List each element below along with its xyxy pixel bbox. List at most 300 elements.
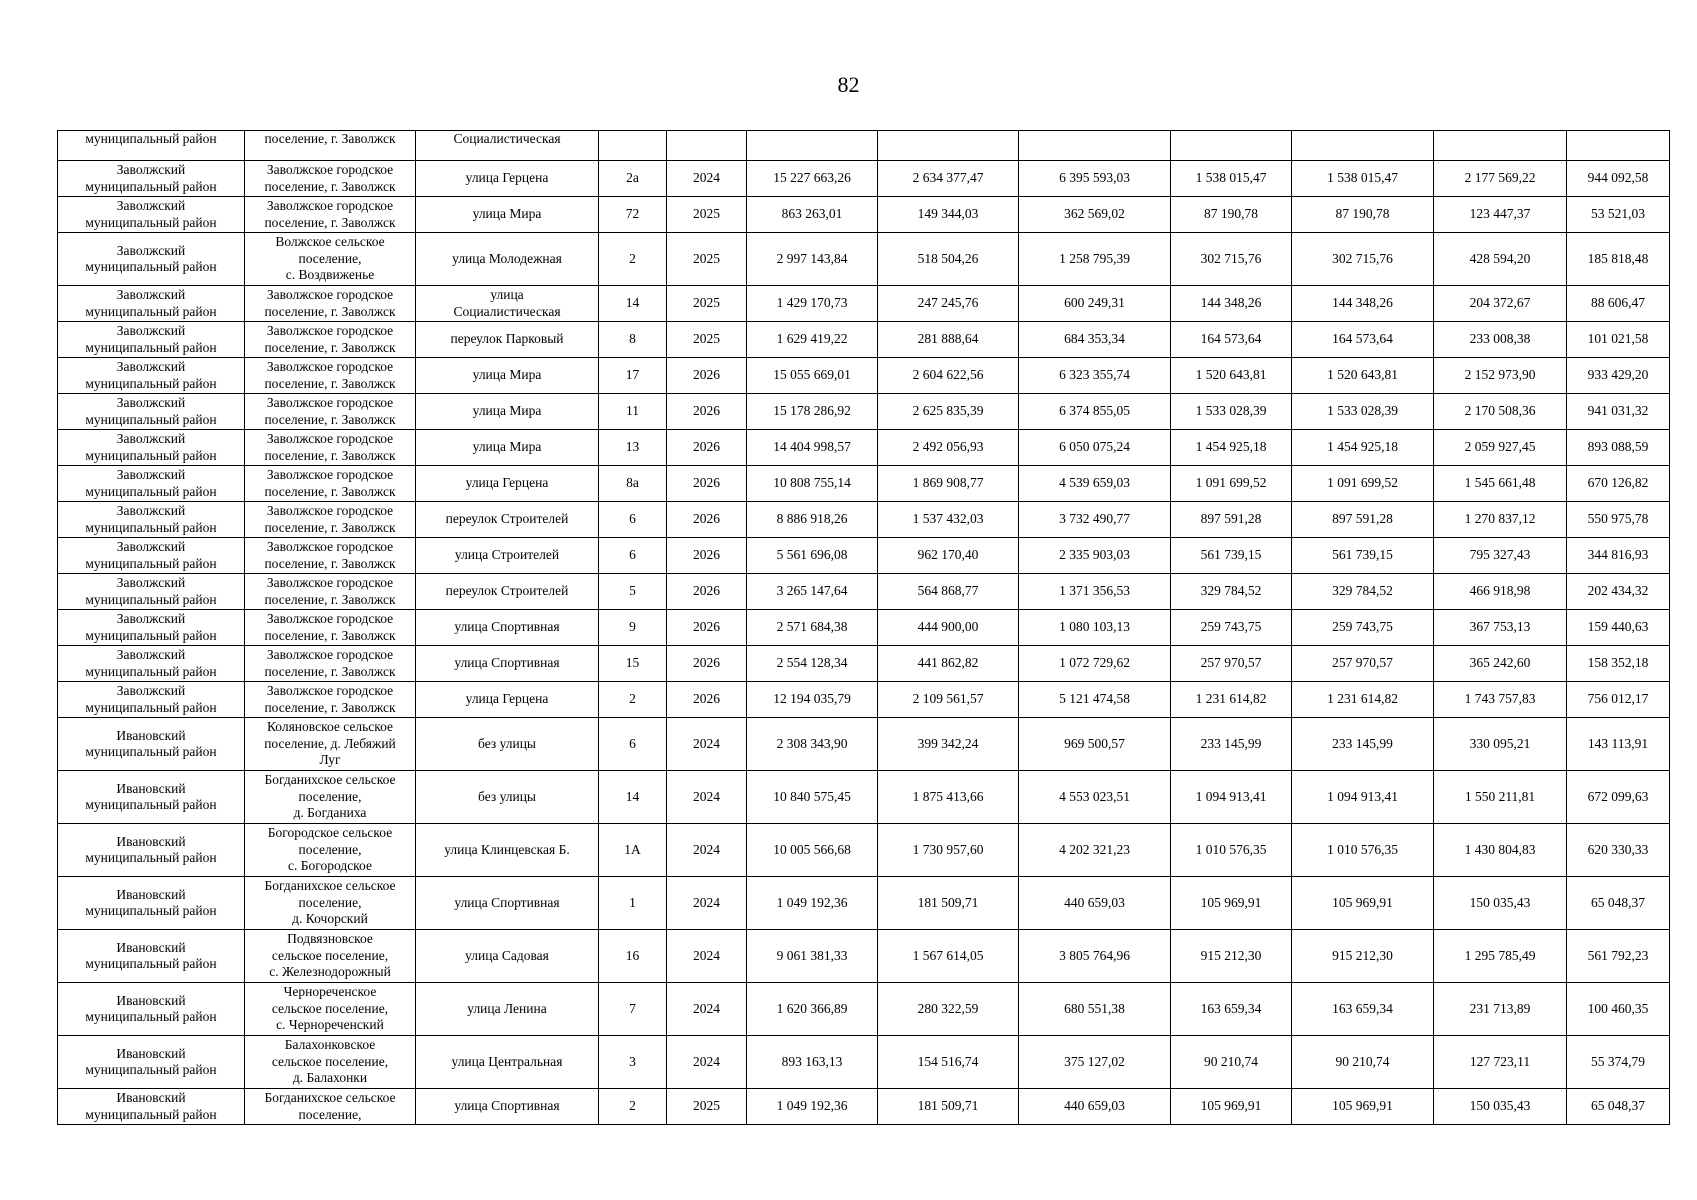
house-number-cell: 8а: [599, 466, 667, 502]
amount-cell-4: 163 659,34: [1171, 983, 1292, 1036]
street-cell: улица Социалистическая: [416, 286, 599, 322]
amount-cell-3: 680 551,38: [1019, 983, 1171, 1036]
total-cost-cell: 1 429 170,73: [747, 286, 878, 322]
amount-cell-2: 2 109 561,57: [878, 682, 1019, 718]
amount-cell-5: 105 969,91: [1292, 1089, 1434, 1125]
amount-cell-7: 158 352,18: [1567, 646, 1670, 682]
total-cost-cell: 1 620 366,89: [747, 983, 878, 1036]
amount-cell-2: 2 634 377,47: [878, 161, 1019, 197]
total-cost-cell: 8 886 918,26: [747, 502, 878, 538]
total-cost-cell: 2 571 684,38: [747, 610, 878, 646]
settlement-cell: Заволжское городское поселение, г. Заволжск: [245, 646, 416, 682]
amount-cell-7: 202 434,32: [1567, 574, 1670, 610]
amount-cell-3: 1 258 795,39: [1019, 233, 1171, 286]
amount-cell-3: 362 569,02: [1019, 197, 1171, 233]
amount-cell-5: 897 591,28: [1292, 502, 1434, 538]
amount-cell-4: 915 212,30: [1171, 930, 1292, 983]
settlement-cell: Богданихское сельское поселение, д. Богданиха: [245, 771, 416, 824]
total-cost-cell: 893 163,13: [747, 1036, 878, 1089]
settlement-cell: Подвязновское сельское поселение, с. Железнодорожный: [245, 930, 416, 983]
street-cell: без улицы: [416, 718, 599, 771]
total-cost-cell: 9 061 381,33: [747, 930, 878, 983]
settlement-cell: Чернореченское сельское поселение, с. Чернореченский: [245, 983, 416, 1036]
house-number-cell: 8: [599, 322, 667, 358]
house-number-cell: 72: [599, 197, 667, 233]
settlement-cell: Заволжское городское поселение, г. Заволжск: [245, 574, 416, 610]
year-cell: 2025: [667, 197, 747, 233]
district-cell: Заволжский муниципальный район: [58, 574, 245, 610]
amount-cell-6: 1 270 837,12: [1434, 502, 1567, 538]
amount-cell-2: 444 900,00: [878, 610, 1019, 646]
amount-cell-3: 375 127,02: [1019, 1036, 1171, 1089]
amount-cell-5: 259 743,75: [1292, 610, 1434, 646]
house-number-cell: 6: [599, 718, 667, 771]
amount-cell-6: 150 035,43: [1434, 1089, 1567, 1125]
amount-cell-6: 1 743 757,83: [1434, 682, 1567, 718]
year-cell: 2025: [667, 233, 747, 286]
amount-cell-2: 1 869 908,77: [878, 466, 1019, 502]
page-number: 82: [837, 72, 860, 97]
settlement-cell: Коляновское сельское поселение, д. Лебяжий Луг: [245, 718, 416, 771]
table-row: [58, 1036, 1670, 1089]
amount-cell-5: 1 231 614,82: [1292, 682, 1434, 718]
street-cell: Социалистическая: [416, 131, 599, 161]
amount-cell-3: 4 553 023,51: [1019, 771, 1171, 824]
amount-cell-5: 1 538 015,47: [1292, 161, 1434, 197]
amount-cell-5: 233 145,99: [1292, 718, 1434, 771]
amount-cell-6: 127 723,11: [1434, 1036, 1567, 1089]
table-row: [58, 538, 1670, 574]
district-cell: Заволжский муниципальный район: [58, 197, 245, 233]
amount-cell-6: 1 545 661,48: [1434, 466, 1567, 502]
table-row: [58, 322, 1670, 358]
house-number-cell: 14: [599, 771, 667, 824]
year-cell: 2024: [667, 824, 747, 877]
amount-cell-2: 2 625 835,39: [878, 394, 1019, 430]
table-row: [58, 930, 1670, 983]
street-cell: переулок Парковый: [416, 322, 599, 358]
total-cost-cell: 1 049 192,36: [747, 877, 878, 930]
amount-cell-4: 105 969,91: [1171, 877, 1292, 930]
amount-cell-2: 441 862,82: [878, 646, 1019, 682]
amount-cell-2: 181 509,71: [878, 1089, 1019, 1125]
street-cell: без улицы: [416, 771, 599, 824]
street-cell: улица Герцена: [416, 682, 599, 718]
amount-cell-6: 204 372,67: [1434, 286, 1567, 322]
year-cell: 2024: [667, 877, 747, 930]
amount-cell-4: 105 969,91: [1171, 1089, 1292, 1125]
amount-cell-2: 280 322,59: [878, 983, 1019, 1036]
amount-cell-3: 969 500,57: [1019, 718, 1171, 771]
amount-cell-7: 344 816,93: [1567, 538, 1670, 574]
amount-cell-5: 164 573,64: [1292, 322, 1434, 358]
district-cell: Ивановский муниципальный район: [58, 824, 245, 877]
settlement-cell: Заволжское городское поселение, г. Заволжск: [245, 430, 416, 466]
total-cost-cell: 10 005 566,68: [747, 824, 878, 877]
amount-cell-5: 302 715,76: [1292, 233, 1434, 286]
table-row: [58, 197, 1670, 233]
table-row: [58, 771, 1670, 824]
total-cost-cell: 12 194 035,79: [747, 682, 878, 718]
amount-cell-3: 3 805 764,96: [1019, 930, 1171, 983]
table-row: [58, 161, 1670, 197]
table-row: [58, 502, 1670, 538]
settlement-cell: Заволжское городское поселение, г. Заволжск: [245, 161, 416, 197]
house-number-cell: 13: [599, 430, 667, 466]
street-cell: улица Герцена: [416, 161, 599, 197]
amount-cell-5: 105 969,91: [1292, 877, 1434, 930]
year-cell: 2024: [667, 983, 747, 1036]
amount-cell-3: 440 659,03: [1019, 877, 1171, 930]
settlement-cell: Заволжское городское поселение, г. Заволжск: [245, 197, 416, 233]
amount-cell-6: [1434, 131, 1567, 161]
amount-cell-2: [878, 131, 1019, 161]
settlement-cell: Заволжское городское поселение, г. Заволжск: [245, 358, 416, 394]
amount-cell-5: 257 970,57: [1292, 646, 1434, 682]
table-row: [58, 682, 1670, 718]
year-cell: [667, 131, 747, 161]
street-cell: улица Мира: [416, 358, 599, 394]
amount-cell-5: 1 533 028,39: [1292, 394, 1434, 430]
amount-cell-6: 367 753,13: [1434, 610, 1567, 646]
amount-cell-6: 466 918,98: [1434, 574, 1567, 610]
amount-cell-5: 1 010 576,35: [1292, 824, 1434, 877]
table-row: [58, 610, 1670, 646]
amount-cell-3: 600 249,31: [1019, 286, 1171, 322]
amount-cell-5: 1 454 925,18: [1292, 430, 1434, 466]
amount-cell-3: 3 732 490,77: [1019, 502, 1171, 538]
total-cost-cell: 10 808 755,14: [747, 466, 878, 502]
district-cell: Заволжский муниципальный район: [58, 394, 245, 430]
amount-cell-4: 259 743,75: [1171, 610, 1292, 646]
district-cell: Ивановский муниципальный район: [58, 1089, 245, 1125]
amount-cell-3: 1 371 356,53: [1019, 574, 1171, 610]
house-number-cell: 1А: [599, 824, 667, 877]
amount-cell-3: 684 353,34: [1019, 322, 1171, 358]
amount-cell-4: 302 715,76: [1171, 233, 1292, 286]
amount-cell-5: 1 091 699,52: [1292, 466, 1434, 502]
street-cell: улица Спортивная: [416, 610, 599, 646]
amount-cell-2: 518 504,26: [878, 233, 1019, 286]
house-number-cell: [599, 131, 667, 161]
amount-cell-5: 87 190,78: [1292, 197, 1434, 233]
settlement-cell: Заволжское городское поселение, г. Заволжск: [245, 286, 416, 322]
amount-cell-7: 55 374,79: [1567, 1036, 1670, 1089]
settlement-cell: Волжское сельское поселение, с. Воздвиженье: [245, 233, 416, 286]
amount-cell-3: 1 072 729,62: [1019, 646, 1171, 682]
amount-cell-2: 281 888,64: [878, 322, 1019, 358]
total-cost-cell: 15 055 669,01: [747, 358, 878, 394]
table-row: [58, 877, 1670, 930]
district-cell: Заволжский муниципальный район: [58, 358, 245, 394]
total-cost-cell: [747, 131, 878, 161]
street-cell: улица Строителей: [416, 538, 599, 574]
amount-cell-6: 1 550 211,81: [1434, 771, 1567, 824]
amount-cell-5: 329 784,52: [1292, 574, 1434, 610]
total-cost-cell: 1 629 419,22: [747, 322, 878, 358]
amount-cell-4: 1 533 028,39: [1171, 394, 1292, 430]
year-cell: 2026: [667, 394, 747, 430]
amount-cell-4: 897 591,28: [1171, 502, 1292, 538]
house-number-cell: 2: [599, 682, 667, 718]
amount-cell-7: 100 460,35: [1567, 983, 1670, 1036]
year-cell: 2025: [667, 322, 747, 358]
table-row: [58, 466, 1670, 502]
amount-cell-6: 330 095,21: [1434, 718, 1567, 771]
amount-cell-7: [1567, 131, 1670, 161]
amount-cell-7: 756 012,17: [1567, 682, 1670, 718]
total-cost-cell: 863 263,01: [747, 197, 878, 233]
house-number-cell: 6: [599, 502, 667, 538]
table-row: [58, 286, 1670, 322]
street-cell: улица Мира: [416, 430, 599, 466]
settlement-cell: Богданихское сельское поселение,: [245, 1089, 416, 1125]
street-cell: улица Клинцевская Б.: [416, 824, 599, 877]
amount-cell-2: 1 537 432,03: [878, 502, 1019, 538]
district-cell: Ивановский муниципальный район: [58, 877, 245, 930]
amount-cell-4: 87 190,78: [1171, 197, 1292, 233]
street-cell: переулок Строителей: [416, 502, 599, 538]
amount-cell-6: 428 594,20: [1434, 233, 1567, 286]
district-cell: Заволжский муниципальный район: [58, 682, 245, 718]
year-cell: 2024: [667, 771, 747, 824]
amount-cell-6: 123 447,37: [1434, 197, 1567, 233]
district-cell: Ивановский муниципальный район: [58, 718, 245, 771]
year-cell: 2026: [667, 574, 747, 610]
street-cell: улица Центральная: [416, 1036, 599, 1089]
amount-cell-7: 670 126,82: [1567, 466, 1670, 502]
total-cost-cell: 10 840 575,45: [747, 771, 878, 824]
settlement-cell: Заволжское городское поселение, г. Заволжск: [245, 538, 416, 574]
year-cell: 2026: [667, 430, 747, 466]
settlement-cell: Заволжское городское поселение, г. Заволжск: [245, 394, 416, 430]
amount-cell-6: 365 242,60: [1434, 646, 1567, 682]
district-cell: Ивановский муниципальный район: [58, 983, 245, 1036]
amount-cell-4: 257 970,57: [1171, 646, 1292, 682]
district-cell: Заволжский муниципальный район: [58, 610, 245, 646]
district-cell: Заволжский муниципальный район: [58, 538, 245, 574]
district-cell: Ивановский муниципальный район: [58, 930, 245, 983]
settlement-cell: поселение, г. Заволжск: [245, 131, 416, 161]
amount-cell-7: 933 429,20: [1567, 358, 1670, 394]
amount-cell-2: 564 868,77: [878, 574, 1019, 610]
year-cell: 2024: [667, 930, 747, 983]
street-cell: улица Молодежная: [416, 233, 599, 286]
year-cell: 2026: [667, 466, 747, 502]
table-body: [58, 131, 1670, 1125]
year-cell: 2026: [667, 358, 747, 394]
amount-cell-7: 620 330,33: [1567, 824, 1670, 877]
amount-cell-2: 149 344,03: [878, 197, 1019, 233]
amount-cell-6: 2 170 508,36: [1434, 394, 1567, 430]
total-cost-cell: 14 404 998,57: [747, 430, 878, 466]
amount-cell-5: 915 212,30: [1292, 930, 1434, 983]
settlement-cell: Заволжское городское поселение, г. Заволжск: [245, 610, 416, 646]
year-cell: 2026: [667, 538, 747, 574]
district-cell: Заволжский муниципальный район: [58, 161, 245, 197]
house-number-cell: 16: [599, 930, 667, 983]
amount-cell-4: 144 348,26: [1171, 286, 1292, 322]
district-cell: муниципальный район: [58, 131, 245, 161]
amount-cell-3: 6 395 593,03: [1019, 161, 1171, 197]
amount-cell-4: 1 010 576,35: [1171, 824, 1292, 877]
year-cell: 2025: [667, 286, 747, 322]
table-row: [58, 358, 1670, 394]
amount-cell-4: 1 454 925,18: [1171, 430, 1292, 466]
settlement-cell: Богородское сельское поселение, с. Богородское: [245, 824, 416, 877]
table-row: [58, 131, 1670, 161]
settlement-cell: Балахонковское сельское поселение, д. Балахонки: [245, 1036, 416, 1089]
house-number-cell: 1: [599, 877, 667, 930]
house-number-cell: 6: [599, 538, 667, 574]
district-cell: Ивановский муниципальный район: [58, 1036, 245, 1089]
amount-cell-4: 164 573,64: [1171, 322, 1292, 358]
settlement-cell: Заволжское городское поселение, г. Заволжск: [245, 466, 416, 502]
street-cell: улица Спортивная: [416, 646, 599, 682]
settlement-cell: Заволжское городское поселение, г. Заволжск: [245, 682, 416, 718]
table-row: [58, 233, 1670, 286]
district-cell: Заволжский муниципальный район: [58, 646, 245, 682]
total-cost-cell: 2 554 128,34: [747, 646, 878, 682]
table-row: [58, 430, 1670, 466]
amount-cell-2: 1 730 957,60: [878, 824, 1019, 877]
amount-cell-2: 247 245,76: [878, 286, 1019, 322]
district-cell: Заволжский муниципальный район: [58, 286, 245, 322]
amount-cell-5: 144 348,26: [1292, 286, 1434, 322]
street-cell: улица Мира: [416, 394, 599, 430]
amount-cell-5: 1 094 913,41: [1292, 771, 1434, 824]
year-cell: 2024: [667, 161, 747, 197]
house-number-cell: 15: [599, 646, 667, 682]
amount-cell-6: 1 430 804,83: [1434, 824, 1567, 877]
amount-cell-6: 231 713,89: [1434, 983, 1567, 1036]
amount-cell-2: 399 342,24: [878, 718, 1019, 771]
amount-cell-3: 1 080 103,13: [1019, 610, 1171, 646]
amount-cell-7: 65 048,37: [1567, 1089, 1670, 1125]
amount-cell-7: 561 792,23: [1567, 930, 1670, 983]
house-number-cell: 14: [599, 286, 667, 322]
district-cell: Заволжский муниципальный район: [58, 430, 245, 466]
amount-cell-2: 962 170,40: [878, 538, 1019, 574]
table-row: [58, 983, 1670, 1036]
district-cell: Заволжский муниципальный район: [58, 502, 245, 538]
total-cost-cell: 1 049 192,36: [747, 1089, 878, 1125]
amount-cell-7: 101 021,58: [1567, 322, 1670, 358]
total-cost-cell: 15 178 286,92: [747, 394, 878, 430]
year-cell: 2026: [667, 682, 747, 718]
amount-cell-4: 1 520 643,81: [1171, 358, 1292, 394]
amount-cell-2: 1 567 614,05: [878, 930, 1019, 983]
house-number-cell: 2: [599, 1089, 667, 1125]
amount-cell-7: 65 048,37: [1567, 877, 1670, 930]
amount-cell-4: 233 145,99: [1171, 718, 1292, 771]
amount-cell-4: 1 231 614,82: [1171, 682, 1292, 718]
amount-cell-3: 4 539 659,03: [1019, 466, 1171, 502]
street-cell: улица Мира: [416, 197, 599, 233]
year-cell: 2024: [667, 1036, 747, 1089]
house-number-cell: 2а: [599, 161, 667, 197]
amount-cell-6: 150 035,43: [1434, 877, 1567, 930]
amount-cell-4: 1 094 913,41: [1171, 771, 1292, 824]
house-number-cell: 5: [599, 574, 667, 610]
year-cell: 2024: [667, 718, 747, 771]
year-cell: 2026: [667, 610, 747, 646]
amount-cell-7: 672 099,63: [1567, 771, 1670, 824]
total-cost-cell: 2 997 143,84: [747, 233, 878, 286]
house-number-cell: 11: [599, 394, 667, 430]
amount-cell-6: 2 152 973,90: [1434, 358, 1567, 394]
amount-cell-3: 4 202 321,23: [1019, 824, 1171, 877]
table-row: [58, 824, 1670, 877]
street-cell: улица Садовая: [416, 930, 599, 983]
amount-cell-3: 2 335 903,03: [1019, 538, 1171, 574]
year-cell: 2025: [667, 1089, 747, 1125]
amount-cell-7: 893 088,59: [1567, 430, 1670, 466]
amount-cell-7: 941 031,32: [1567, 394, 1670, 430]
amount-cell-5: 163 659,34: [1292, 983, 1434, 1036]
district-cell: Заволжский муниципальный район: [58, 233, 245, 286]
house-number-cell: 7: [599, 983, 667, 1036]
amount-cell-2: 1 875 413,66: [878, 771, 1019, 824]
amount-cell-4: 1 091 699,52: [1171, 466, 1292, 502]
amount-cell-2: 154 516,74: [878, 1036, 1019, 1089]
amount-cell-6: 1 295 785,49: [1434, 930, 1567, 983]
house-number-cell: 3: [599, 1036, 667, 1089]
amount-cell-6: 233 008,38: [1434, 322, 1567, 358]
total-cost-cell: 3 265 147,64: [747, 574, 878, 610]
amount-cell-2: 2 492 056,93: [878, 430, 1019, 466]
amount-cell-5: 1 520 643,81: [1292, 358, 1434, 394]
amount-cell-4: [1171, 131, 1292, 161]
amount-cell-7: 53 521,03: [1567, 197, 1670, 233]
district-cell: Заволжский муниципальный район: [58, 322, 245, 358]
settlement-cell: Заволжское городское поселение, г. Заволжск: [245, 322, 416, 358]
table-row: [58, 718, 1670, 771]
amount-cell-7: 159 440,63: [1567, 610, 1670, 646]
amount-cell-6: 795 327,43: [1434, 538, 1567, 574]
total-cost-cell: 2 308 343,90: [747, 718, 878, 771]
amount-cell-3: [1019, 131, 1171, 161]
street-cell: улица Герцена: [416, 466, 599, 502]
street-cell: улица Ленина: [416, 983, 599, 1036]
house-number-cell: 9: [599, 610, 667, 646]
table-row: [58, 1089, 1670, 1125]
amount-cell-3: 6 323 355,74: [1019, 358, 1171, 394]
amount-cell-3: 5 121 474,58: [1019, 682, 1171, 718]
amount-cell-6: 2 059 927,45: [1434, 430, 1567, 466]
settlement-cell: Заволжское городское поселение, г. Заволжск: [245, 502, 416, 538]
amount-cell-6: 2 177 569,22: [1434, 161, 1567, 197]
district-cell: Ивановский муниципальный район: [58, 771, 245, 824]
street-cell: улица Спортивная: [416, 1089, 599, 1125]
settlement-cell: Богданихское сельское поселение, д. Кочорский: [245, 877, 416, 930]
amount-cell-4: 329 784,52: [1171, 574, 1292, 610]
amount-cell-7: 185 818,48: [1567, 233, 1670, 286]
year-cell: 2026: [667, 502, 747, 538]
street-cell: улица Спортивная: [416, 877, 599, 930]
table-row: [58, 394, 1670, 430]
amount-cell-5: 90 210,74: [1292, 1036, 1434, 1089]
amount-cell-5: [1292, 131, 1434, 161]
amount-cell-3: 440 659,03: [1019, 1089, 1171, 1125]
data-table: [57, 130, 1670, 1125]
table-row: [58, 646, 1670, 682]
district-cell: Заволжский муниципальный район: [58, 466, 245, 502]
amount-cell-4: 90 210,74: [1171, 1036, 1292, 1089]
house-number-cell: 17: [599, 358, 667, 394]
amount-cell-7: 143 113,91: [1567, 718, 1670, 771]
amount-cell-2: 181 509,71: [878, 877, 1019, 930]
